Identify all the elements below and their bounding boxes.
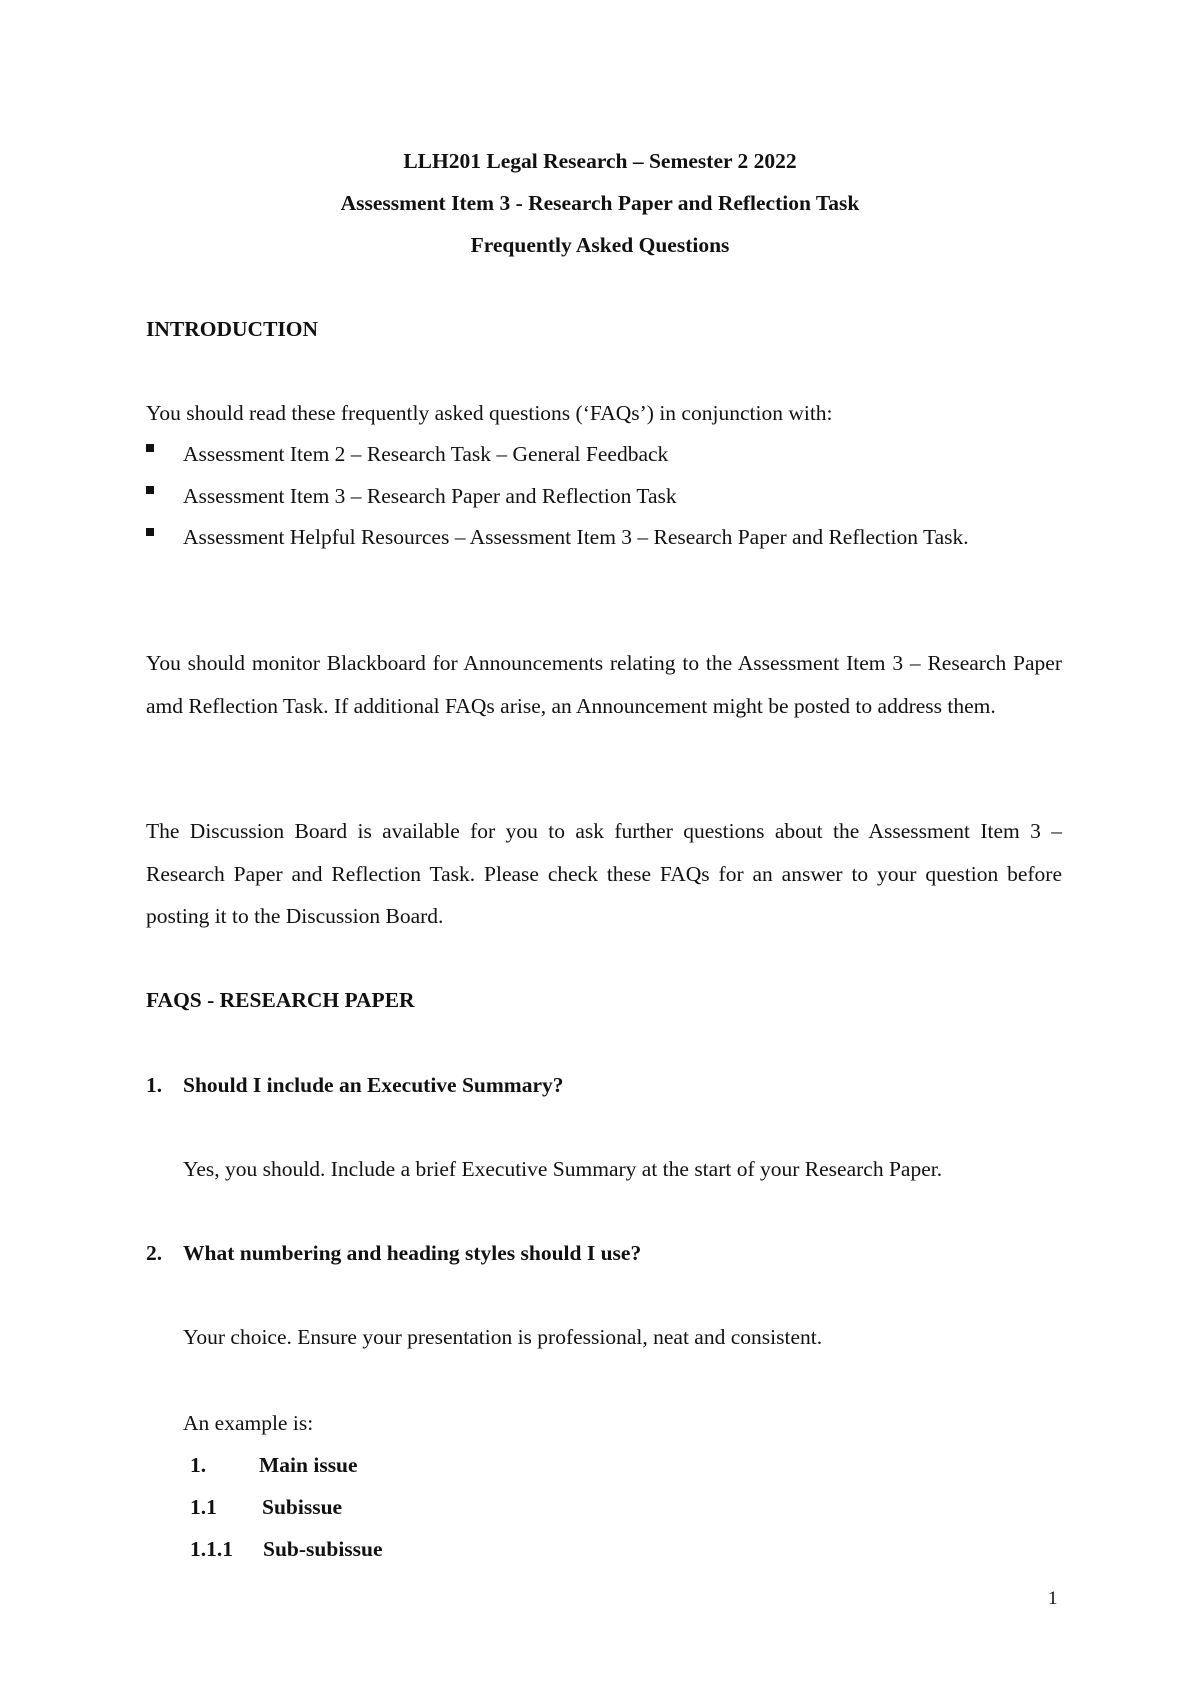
question-number: 1.	[146, 1073, 163, 1097]
example-number: 1.1.1	[190, 1537, 233, 1561]
document-title: LLH201 Legal Research – Semester 2 2022	[403, 149, 797, 173]
example-heading-sub: Subissue	[262, 1495, 343, 1519]
question-1: Should I include an Executive Summary?	[183, 1073, 564, 1097]
bullet-item-2: Assessment Item 3 – Research Paper and Reflection Task	[183, 484, 677, 508]
bullet-marker	[146, 528, 154, 536]
question-number: 2.	[146, 1241, 163, 1265]
page-number: 1	[1048, 1588, 1058, 1609]
answer-2: Your choice. Ensure your presentation is professional, neat and consistent.	[183, 1325, 823, 1349]
introduction-paragraph-announcements: You should monitor Blackboard for Announcements relating to the Assessment Item 3 – Research Paper amd Reflection Task. If additional FAQs arise, an Announcement might be posted to address them.	[146, 651, 1062, 718]
faq-title: Frequently Asked Questions	[470, 233, 730, 257]
introduction-lead: You should read these frequently asked questions (‘FAQs’) in conjunction with:	[146, 401, 833, 425]
introduction-paragraph-discussion-board: The Discussion Board is available for you to ask further questions about the Assessment Item 3 – Research Paper and Reflection Task. Please check these FAQs for an answer to your question before posting it to the Discussion Board.	[146, 819, 1062, 928]
bullet-item-1: Assessment Item 2 – Research Task – General Feedback	[183, 442, 669, 466]
bullet-marker	[146, 444, 154, 452]
answer-1: Yes, you should. Include a brief Executive Summary at the start of your Research Paper.	[183, 1157, 943, 1181]
example-heading-subsub: Sub-subissue	[263, 1537, 383, 1561]
question-2: What numbering and heading styles should I use?	[183, 1241, 642, 1265]
example-lead: An example is:	[183, 1411, 314, 1435]
example-number: 1.1	[190, 1495, 217, 1519]
document-subtitle: Assessment Item 3 - Research Paper and Reflection Task	[340, 191, 860, 215]
bullet-item-3: Assessment Helpful Resources – Assessment Item 3 – Research Paper and Reflection Task.	[183, 525, 969, 549]
example-heading-main: Main issue	[259, 1453, 358, 1477]
bullet-marker	[146, 486, 154, 494]
faqs-heading: FAQS - RESEARCH PAPER	[146, 988, 415, 1012]
example-number: 1.	[190, 1453, 207, 1477]
introduction-heading: INTRODUCTION	[146, 317, 319, 341]
